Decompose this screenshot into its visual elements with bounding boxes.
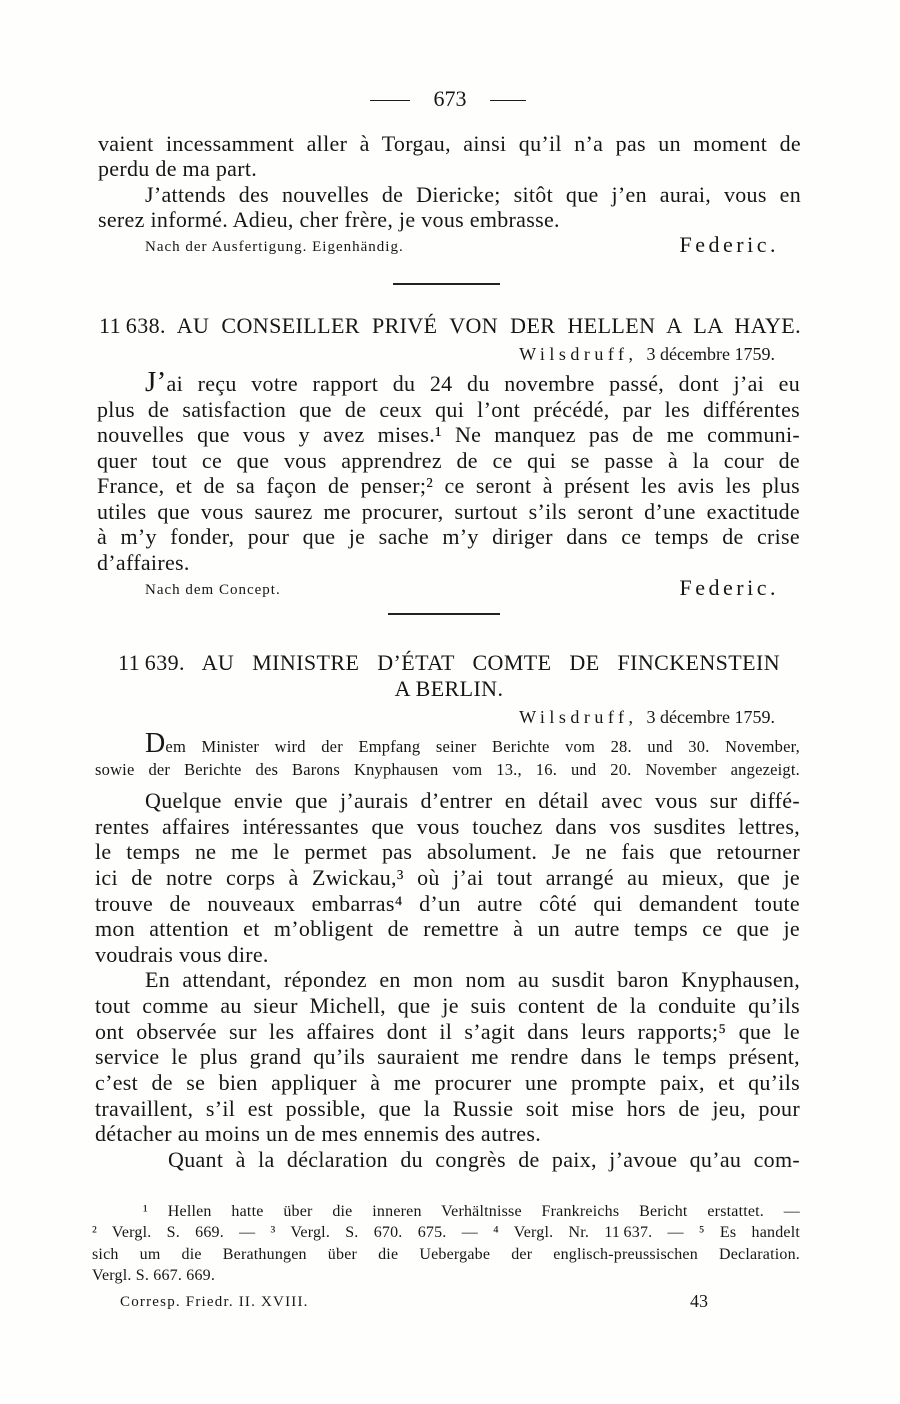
continuation-line: vaient incessamment aller à Torgau, ainsi qu’il n’a pas un moment de bbox=[98, 131, 801, 156]
continuation-line: serez informé. Adieu, cher frère, je vous embrasse. bbox=[98, 206, 560, 232]
body-line: France, et de sa façon de penser;² ce seront à présent les avis les plus bbox=[97, 473, 800, 498]
place-name: Wilsdruff, bbox=[519, 344, 638, 364]
summary-line: sowie der Berichte des Barons Knyphausen vom 13., 16. und 20. November angezeigt. bbox=[95, 760, 800, 779]
body-line: à m’y fonder, pour que je sache m’y diriger dans ce temps de crise bbox=[97, 524, 800, 549]
letter-heading-line: 11 639. AU MINISTRE D’ÉTAT COMTE DE FINCKENSTEIN bbox=[118, 650, 780, 675]
signature: Federic. bbox=[679, 232, 779, 257]
folio-dash-right bbox=[490, 100, 526, 101]
body-line: c’est de se bien appliquer à me procurer une prompte paix, et qu’ils bbox=[95, 1070, 800, 1096]
section-divider bbox=[393, 283, 500, 285]
body-line: le temps ne me le permet pas absolument. Je ne fais que retourner bbox=[95, 839, 800, 865]
body-line: mon attention et m’obligent de remettre à un autre temps ce que je bbox=[95, 916, 800, 942]
body-line: voudrais vous dire. bbox=[95, 941, 269, 967]
body-line: ici de notre corps à Zwickau,³ où j’ai tout arrangé au mieux, que je bbox=[95, 864, 800, 890]
footnote-line: sich um die Berathungen über die Uebergabe der englisch-preussischen Declaration. bbox=[92, 1245, 800, 1263]
source-note: Nach dem Concept. bbox=[145, 582, 281, 598]
place-date-line bbox=[519, 343, 775, 365]
body-line: J’ai reçu votre rapport du 24 du novembre passé, dont j’ai eu bbox=[145, 366, 800, 398]
body-line: En attendant, répondez en mon nom au susdit baron Knyphausen, bbox=[145, 967, 800, 993]
footnotes bbox=[92, 1201, 800, 1287]
body-line: utiles que vous saurez me procurer, surtout s’ils seront d’une exactitude bbox=[97, 498, 800, 524]
body-line: nouvelles que vous y avez mises.¹ Ne manquez pas de me communi- bbox=[97, 422, 800, 447]
page-number: 673 bbox=[433, 86, 467, 111]
letter-heading bbox=[99, 312, 801, 340]
body-line: ont observée sur les affaires dont il s’agit dans leurs rapports;⁵ que le bbox=[95, 1018, 800, 1044]
source-note: Nach der Ausfertigung. Eigenhändig. bbox=[145, 239, 404, 255]
body-line: détacher au moins un de mes ennemis des autres. bbox=[95, 1121, 542, 1147]
editorial-summary bbox=[95, 728, 800, 781]
letter-date: 3 décembre 1759. bbox=[646, 344, 775, 364]
summary-line: Dem Minister wird der Empfang seiner Berichte vom 28. und 30. November, bbox=[145, 728, 800, 759]
body-line: travaillent, s’il est possible, que la Russie soit mise hors de jeu, pour bbox=[95, 1095, 800, 1121]
place-name: Wilsdruff, bbox=[519, 707, 638, 727]
body-line: Quelque envie que j’aurais d’entrer en détail avec vous sur diffé- bbox=[145, 788, 800, 813]
letter-date: 3 décembre 1759. bbox=[646, 707, 775, 727]
letter-heading-line: A BERLIN. bbox=[394, 676, 504, 701]
footnote-line: Vergl. S. 667. 669. bbox=[92, 1267, 216, 1285]
letter-body bbox=[97, 366, 800, 575]
sheet-number: 43 bbox=[690, 1291, 708, 1311]
section-divider bbox=[388, 613, 500, 615]
body-line: quer tout ce que vous apprendrez de ce qui se passe à la cour de bbox=[97, 447, 800, 473]
letter-heading-line: 11 638. AU CONSEILLER PRIVÉ VON DER HELLEN A LA HAYE. bbox=[99, 313, 801, 338]
body-line: plus de satisfaction que de ceux qui l’ont précédé, par les différentes bbox=[97, 396, 800, 422]
place-date-line bbox=[519, 706, 775, 728]
continuation-line: perdu de ma part. bbox=[98, 156, 258, 182]
body-line: service le plus grand qu’ils sauraient me rendre dans le temps présent, bbox=[95, 1044, 800, 1070]
footnote-line: ² Vergl. S. 669. — ³ Vergl. S. 670. 675. — ⁴ Vergl. Nr. 11 637. — ⁵ Es handelt bbox=[92, 1224, 800, 1242]
letter-body bbox=[95, 788, 800, 1173]
continuation-text bbox=[98, 131, 801, 232]
footer-reference: Corresp. Friedr. II. XVIII. bbox=[120, 1294, 309, 1310]
body-line: rentes affaires intéressantes que vous touchez dans vos susdites lettres, bbox=[95, 813, 800, 839]
body-line: trouve de nouveaux embarras⁴ d’un autre côté qui demandent toute bbox=[95, 890, 800, 916]
body-line: d’affaires. bbox=[97, 549, 190, 575]
body-line: Quant à la déclaration du congrès de paix, j’avoue qu’au com- bbox=[168, 1146, 800, 1172]
footnote-line: ¹ Hellen hatte über die inneren Verhältnisse Frankreichs Bericht erstattet. — bbox=[143, 1203, 800, 1220]
letter-heading bbox=[118, 650, 780, 702]
body-line: tout comme au sieur Michell, que je suis content de la conduite qu’ils bbox=[95, 993, 800, 1019]
signature: Federic. bbox=[679, 575, 779, 600]
continuation-line: J’attends des nouvelles de Diericke; sitôt que j’en aurai, vous en bbox=[145, 181, 801, 207]
